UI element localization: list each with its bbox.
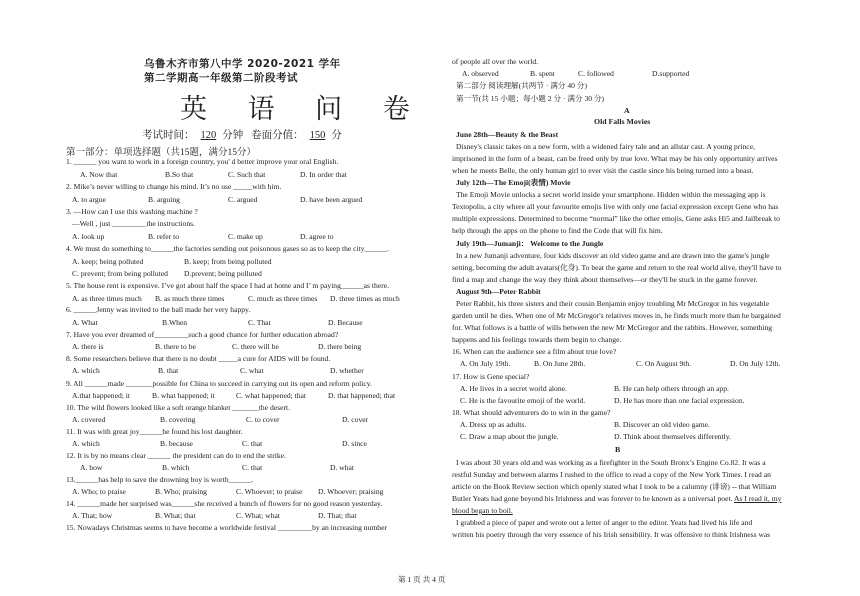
passage-a-label: A xyxy=(624,106,630,115)
option: B. What; that xyxy=(155,511,196,520)
option: B. what happened; it xyxy=(152,391,215,400)
option: D. Whoever; praising xyxy=(318,487,384,496)
option: A. which xyxy=(72,439,100,448)
option: A. On July 19th. xyxy=(460,359,511,368)
question-stem: 11. It was with great joy______he found his lost daughter. xyxy=(66,427,243,436)
option: D. have been argued xyxy=(300,195,363,204)
text-line: restful Sunday and between alarms I rushed to the office to read a copy of the New York Times. I read an xyxy=(452,470,771,479)
text-line: for. What follows is a battle of wills between the new Mr McGregor and the rabbits. However, something xyxy=(452,323,773,332)
option: C. what xyxy=(240,366,264,375)
option: C. that xyxy=(242,463,263,472)
option: A. Dress up as adults. xyxy=(460,420,527,429)
option: C. What; what xyxy=(236,511,280,520)
text-line: happens and his feelings towards them begin to change. xyxy=(452,335,622,344)
option: A. to argue xyxy=(72,195,106,204)
paper-title: 英 语 问 卷 xyxy=(180,94,426,125)
question-stem: 14. ______made her surprised was______she received a bunch of flowers for no good reason yesterday. xyxy=(66,499,383,508)
passage-a-title: Old Falls Movies xyxy=(594,117,651,126)
option: A. Now that xyxy=(80,170,118,179)
movie-july12-title: July 12th—The Emoji(表情) Movie xyxy=(456,178,571,187)
option: A. What xyxy=(72,318,98,327)
score-label: 卷面分值： xyxy=(251,130,304,141)
option: C. Draw a map about the jungle. xyxy=(460,432,559,441)
option: D. In order that xyxy=(300,170,347,179)
exam-title: 第二学期高一年级第二阶段考试 xyxy=(144,72,298,84)
option: B. there to be xyxy=(155,342,196,351)
part2-title: 第二部分 阅读理解(共两节 · 满分 40 分) xyxy=(456,81,587,90)
option: A. which xyxy=(72,366,100,375)
exam-meta xyxy=(142,127,342,142)
question-stem: 13.______has help to save the drowning boy is worth______. xyxy=(66,475,254,484)
option: A. how xyxy=(80,463,103,472)
question-stem: 2. Mike’s never willing to change his mind. It’s no use _____with him. xyxy=(66,182,282,191)
text-line: In a new Jumanji adventure, four kids discover an old video game and are drawn into the game's jungle xyxy=(456,251,770,260)
movie-june28-title: June 28th—Beauty & the Beast xyxy=(456,130,559,139)
option: D. that happened; that xyxy=(328,391,396,400)
underlined-phrase: As I read it, my xyxy=(733,494,782,503)
text-line: article on the Book Review section which openly stated what I took to be a calumny (诽谤) -- that William xyxy=(452,482,777,491)
option: A. observed xyxy=(462,69,499,78)
option: B.So that xyxy=(165,170,194,179)
question-stem: 15. Nowadays Christmas seems to have become a worldwide festival _________by an increasing number xyxy=(66,523,387,532)
option: B. spent xyxy=(530,69,555,78)
option: B. arguing xyxy=(148,195,180,204)
text-line: I was about 30 years old and was working as a firefighter in the South Bronx’s Engine Co.82. It was a xyxy=(456,458,766,467)
section1-title: 第一节(共 15 小题；每小题 2 分 · 满分 30 分) xyxy=(456,94,605,103)
score-unit: 分 xyxy=(331,130,342,141)
time-unit: 分钟 xyxy=(222,130,244,141)
option: B. that xyxy=(158,366,179,375)
text-line: multiple expressions. Determined to become “normal” like the other emojis, Gene asks Hi5 and Jailbreak to xyxy=(452,214,780,223)
text-line: setting, becoming the adult avatars(化身). To beat the game and return to the real world alive, they'll have to xyxy=(452,263,782,272)
option: A. there is xyxy=(72,342,104,351)
time-label: 考试时间： xyxy=(142,130,195,141)
option: D. On July 12th. xyxy=(730,359,781,368)
option: C. much as three times xyxy=(248,294,318,303)
option: C. Whoever; to praise xyxy=(236,487,303,496)
text-line: imprisoned in the form of a beast, can be freed only by true love. What may be his only opportunity arrives xyxy=(452,154,778,163)
question-stem: 10. The wild flowers looked like a soft orange blanket _______the desert. xyxy=(66,403,291,412)
question-stem: 6. ______Jenny was invited to the ball made her very happy. xyxy=(66,305,251,314)
option: D. since xyxy=(342,439,367,448)
option: C. what happened; that xyxy=(236,391,307,400)
option: C. to cover xyxy=(246,415,280,424)
option: D. Think about themselves differently. xyxy=(614,432,731,441)
question-stem: 3. —How can I use this washing machine ? xyxy=(66,207,198,216)
option: C. He is the favourite emoji of the world. xyxy=(460,396,586,405)
text-line: garden until he dies. When one of Mr McGregor's relatives moves in, he finds much more than he bargained xyxy=(452,311,781,320)
option: A.that happened; it xyxy=(72,391,130,400)
question-stem: 17. How is Gene special? xyxy=(452,372,530,381)
question-stem: 5. The house rent is expensive. I’ve got about half the space I had at home and I’ m paying______as there. xyxy=(66,281,389,290)
option: B. which xyxy=(162,463,190,472)
text-line: Peter Rabbit, his three sisters and their cousin Benjamin enjoy troubling Mr McGregor in his vegetable xyxy=(456,299,769,308)
option: A. Who; to praise xyxy=(72,487,126,496)
option: C. make up xyxy=(228,232,263,241)
text-line: help through the apps on the phone to find the Code that will fix him. xyxy=(452,226,663,235)
score-value: 150 xyxy=(309,130,326,141)
text-line: when he meets Belle, the only human girl to ever visit the castle since his being turned into a beast. xyxy=(452,166,754,175)
part1-title: 第一部分：单项选择题（共15题，满分15分） xyxy=(66,148,257,158)
time-value: 120 xyxy=(200,130,217,141)
option: A. as three times much xyxy=(72,294,142,303)
option: C. that xyxy=(242,439,263,448)
question-stem: —Well , just _________the instructions. xyxy=(72,219,195,228)
text-line: written his poetry through the very essence of his Irish sensibility. It was offensive to think Irishness was xyxy=(452,530,771,539)
movie-aug9-title: August 9th—Peter Rabbit xyxy=(456,287,541,296)
option: D. what xyxy=(330,463,355,472)
passage-b-label: B xyxy=(615,445,621,454)
underlined-phrase: blood began to boil. xyxy=(452,506,513,515)
option: B. Who; praising xyxy=(155,487,207,496)
option: B. refer to xyxy=(148,232,179,241)
option: B. covering xyxy=(160,415,196,424)
option: B. because xyxy=(160,439,193,448)
question-stem: 8. Some researchers believe that there is no doubt _____a cure for AIDS will be found. xyxy=(66,354,331,363)
option: B. On June 28th. xyxy=(534,359,586,368)
option: D. agree to xyxy=(300,232,334,241)
option: D. cover xyxy=(342,415,369,424)
movie-july19-title: July 19th—Jumanji： Welcome to the Jungle xyxy=(456,239,604,248)
option: C. prevent; from being polluted xyxy=(72,269,168,278)
option: D. whether xyxy=(330,366,364,375)
option: B. as much three times xyxy=(155,294,225,303)
question-stem: 4. We must do something to______the factories sending out poisonous gases so as to keep the city______. xyxy=(66,244,390,253)
option: D. He has more than one facial expression. xyxy=(614,396,745,405)
option: D. That; that xyxy=(318,511,357,520)
option: B.When xyxy=(162,318,188,327)
q15-continuation: of people all over the world. xyxy=(452,57,539,66)
question-stem: 16. When can the audience see a film about true love? xyxy=(452,347,617,356)
option: A. That; how xyxy=(72,511,113,520)
option: C. followed xyxy=(578,69,614,78)
option: D.prevent; being polluted xyxy=(184,269,262,278)
option: D. Because xyxy=(328,318,363,327)
text-line: Disney's classic takes on a new form, with a widened fairy tale and an allstar cast. A young prince, xyxy=(456,142,755,151)
page-footer: 第 1 页 共 4 页 xyxy=(398,575,446,584)
question-stem: 12. It is by no means clear ______ the president can do to end the strike. xyxy=(66,451,286,460)
text-line: I grabbed a piece of paper and wrote out a letter of anger to the editor. Yeats had lived his life and xyxy=(456,518,753,527)
question-stem: 18. What should adventurers do to win in the game? xyxy=(452,408,611,417)
text-line: Textopolis, a city where all your favourite emojis live with only one facial expression except Gene who has xyxy=(452,202,779,211)
text-segment: Butler Yeats had gone beyond his Irishness and was forever to be known as a universal poet. xyxy=(452,494,734,503)
question-stem: 9. All ______made _______possible for China to succeed in carrying out its open and reform policy. xyxy=(66,379,372,388)
option: D. three times as much xyxy=(330,294,400,303)
option: A. He lives in a secret world alone. xyxy=(460,384,567,393)
option: C. That xyxy=(248,318,271,327)
question-stem: 1. ______ you want to work in a foreign country, you' d better improve your oral English. xyxy=(66,157,339,166)
option: B. He can help others through an app. xyxy=(614,384,729,393)
option: C. there will be xyxy=(232,342,279,351)
option: D. there being xyxy=(318,342,362,351)
option: B. Discover an old video game. xyxy=(614,420,710,429)
text-line: The Emoji Movie unlocks a secret world inside your smartphone. Hidden within the messaging app is xyxy=(456,190,766,199)
option: C. argued xyxy=(228,195,258,204)
option: A. look up xyxy=(72,232,105,241)
text-line xyxy=(452,495,781,503)
option: D.supported xyxy=(652,69,690,78)
option: C. Such that xyxy=(228,170,266,179)
question-stem: 7. Have you ever dreamed of_________such a good chance for further education abroad? xyxy=(66,330,339,339)
option: C. On August 9th. xyxy=(636,359,692,368)
school-year-title: 乌鲁木齐市第八中学 2020-2021 学年 xyxy=(144,58,341,70)
option: A. covered xyxy=(72,415,106,424)
option: A. keep; being polluted xyxy=(72,257,144,266)
text-line: find a map and change the way they think about themselves—or they'll be stuck in the game forever. xyxy=(452,275,758,284)
option: B. keep; from being polluted xyxy=(184,257,272,266)
